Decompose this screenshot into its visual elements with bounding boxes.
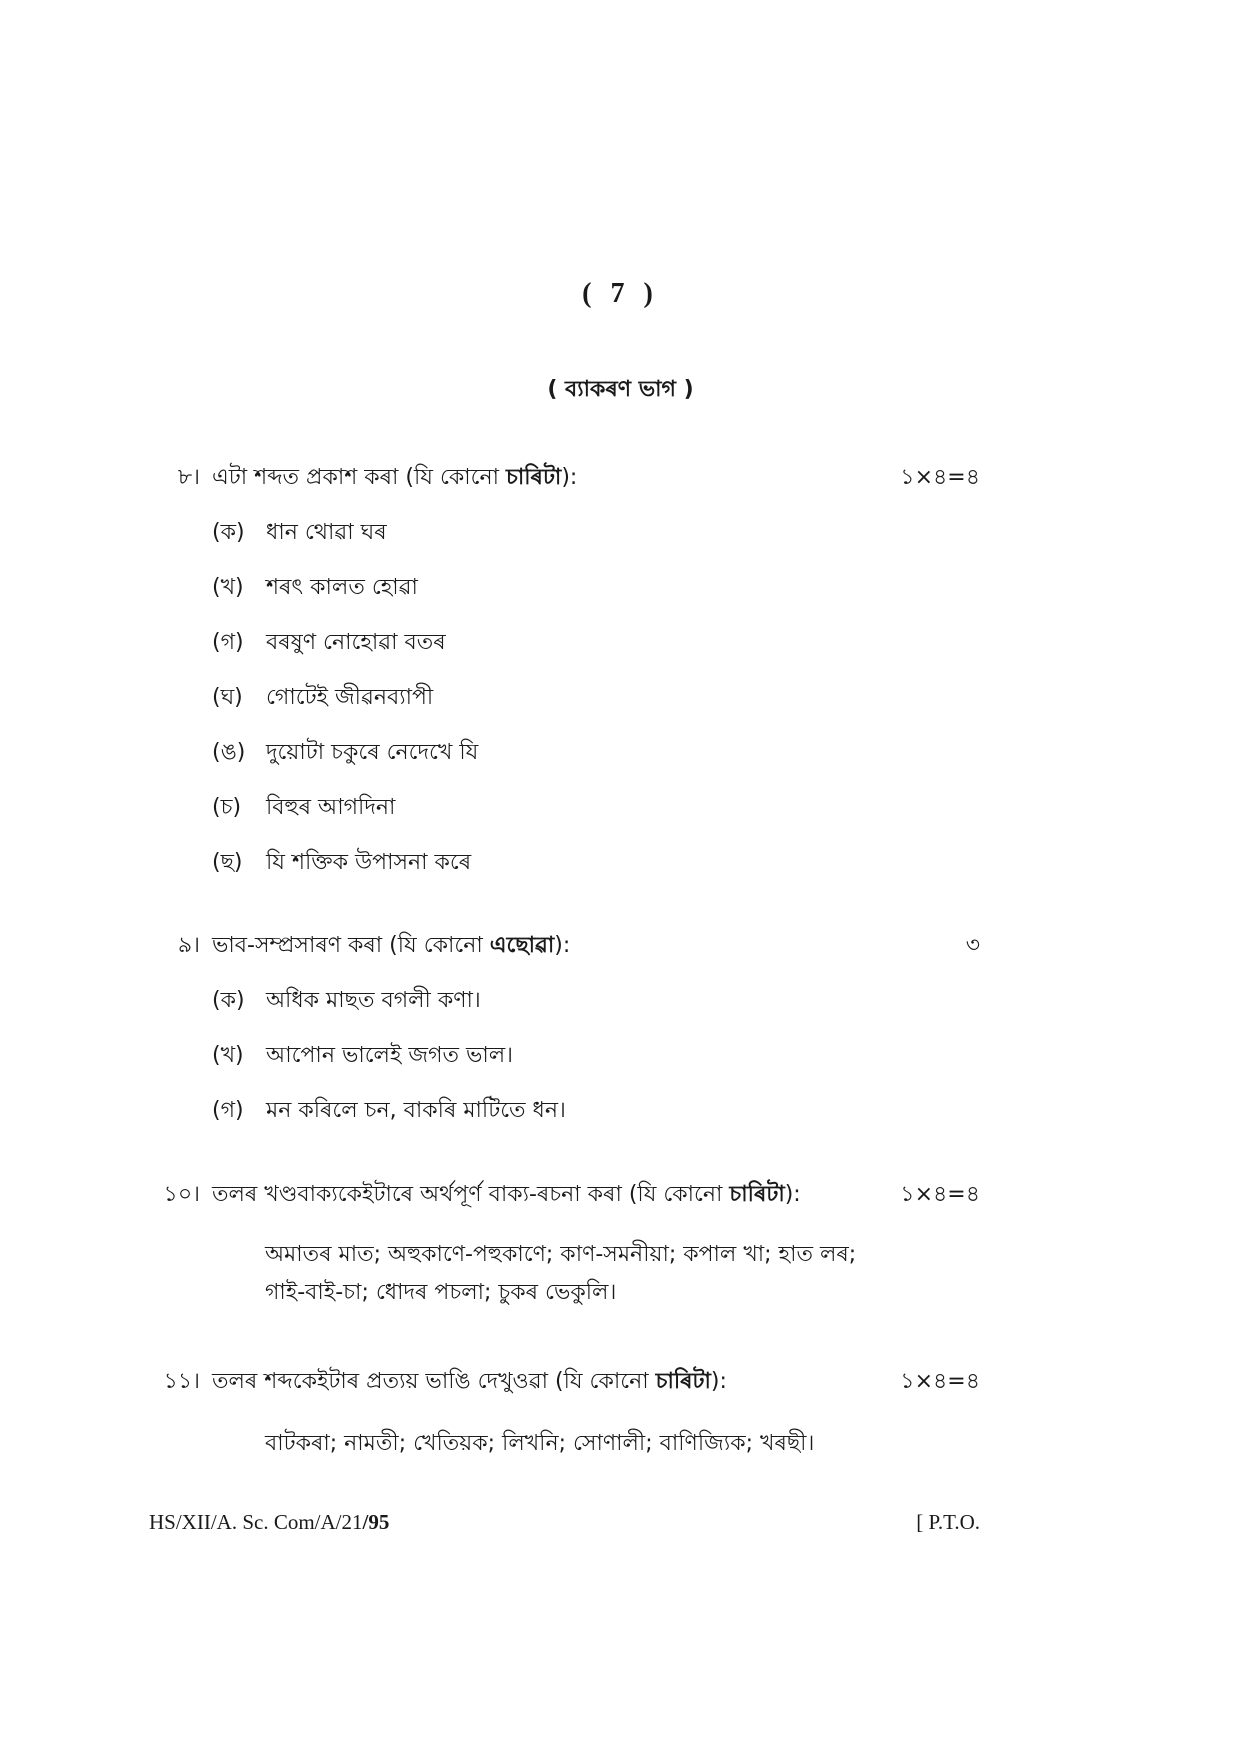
question-marks: ১×৪=৪: [900, 1369, 980, 1394]
option-text: বিহুৰ আগদিনা: [266, 795, 396, 820]
question-text: ভাব-সম্প্ৰসাৰণ কৰা (যি কোনো এছোৱা):: [212, 933, 571, 958]
pto-marker: [ P.T.O.: [916, 1510, 980, 1534]
question-number: ১১।: [163, 1369, 200, 1394]
option-text: গোটেই জীৱনব্যাপী: [266, 685, 434, 710]
page-number: ( 7 ): [582, 278, 659, 309]
option-label: (খ): [212, 1043, 244, 1068]
option-label: (গ): [212, 630, 244, 655]
question-number: ১০।: [163, 1182, 200, 1207]
word-line: বাটকৰা; নামতী; খেতিয়ক; লিখনি; সোণালী; বাণিজ্যিক; খৰছী।: [265, 1431, 815, 1456]
question-number: ৮।: [177, 465, 200, 490]
option-label: (ক): [212, 520, 245, 545]
phrase-line: অমাতৰ মাত; অহুকাণে-পহুকাণে; কাণ-সমনীয়া; কপাল খা; হাত লৰ;: [265, 1242, 857, 1267]
option-text: যি শক্তিক উপাসনা কৰে: [266, 850, 472, 875]
option-text: আপোন ভালেই জগত ভাল।: [266, 1043, 514, 1068]
option-label: (চ): [212, 795, 242, 820]
option-label: (ক): [212, 988, 245, 1013]
phrase-list: [265, 1236, 856, 1312]
option-text: বৰষুণ নোহোৱা বতৰ: [266, 630, 446, 655]
option-label: (ঙ): [212, 740, 246, 765]
option-label: (গ): [212, 1098, 244, 1123]
question-marks: ৩: [965, 933, 980, 958]
question-number: ৯।: [177, 933, 200, 958]
question-text: তলৰ খণ্ডবাক্যকেইটাৰে অৰ্থপূৰ্ণ বাক্য-ৰচনা কৰা (যি কোনো চাৰিটা):: [212, 1182, 801, 1207]
option-text: মন কৰিলে চন, বাকৰি মাটিতে ধন।: [266, 1098, 566, 1123]
option-text: ধান থোৱা ঘৰ: [266, 520, 387, 545]
option-label: (ঘ): [212, 685, 243, 710]
question-text: তলৰ শব্দকেইটাৰ প্ৰত্যয় ভাঙি দেখুওৱা (যি কোনো চাৰিটা):: [212, 1369, 727, 1394]
word-list: [265, 1425, 814, 1463]
option-text: দুয়োটা চকুৰে নেদেখে যি: [266, 740, 479, 765]
option-text: শৰৎ কালত হোৱা: [266, 575, 418, 600]
option-label: (ছ): [212, 850, 243, 875]
section-title: ( ব্যাকৰণ ভাগ ): [547, 377, 694, 402]
phrase-line: গাই-বাই-চা; ধোদৰ পচলা; চুকৰ ভেকুলি।: [265, 1280, 617, 1305]
question-text: এটা শব্দত প্ৰকাশ কৰা (যি কোনো চাৰিটা):: [212, 465, 578, 490]
paper-code: HS/XII/A. Sc. Com/A/21/95: [149, 1510, 390, 1534]
question-marks: ১×৪=৪: [900, 1182, 980, 1207]
option-label: (খ): [212, 575, 244, 600]
option-text: অধিক মাছত বগলী কণা।: [266, 988, 481, 1013]
question-marks: ১×৪=৪: [900, 465, 980, 490]
